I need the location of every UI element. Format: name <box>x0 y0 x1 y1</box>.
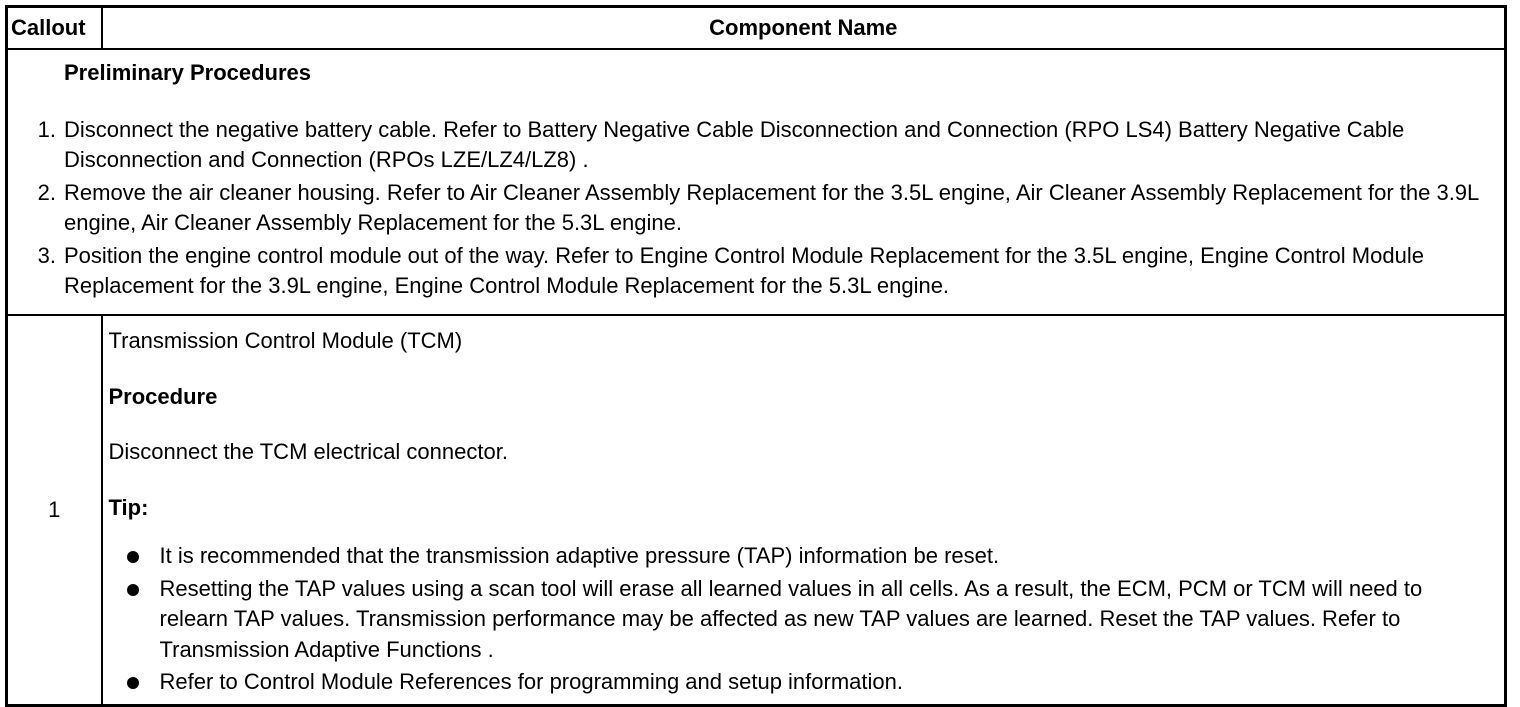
tip-item <box>127 667 1491 698</box>
callout-number: 1 <box>7 315 102 705</box>
tip-list <box>109 541 1491 698</box>
tip-label: Tip: <box>108 494 149 520</box>
preliminary-cell <box>7 49 1506 315</box>
step-number: 2. <box>37 179 56 205</box>
bullet-icon <box>127 677 139 689</box>
preliminary-step <box>22 178 1490 239</box>
preliminary-step <box>22 241 1490 302</box>
tip-text: It is recommended that the transmission adaptive pressure (TAP) information be reset. <box>159 543 1000 568</box>
procedure-table <box>5 5 1507 707</box>
preliminary-title: Preliminary Procedures <box>64 60 312 85</box>
tip-text: Refer to Control Module References for programming and setup information. <box>159 669 903 694</box>
component-row <box>7 315 1506 705</box>
component-content-cell <box>102 315 1506 705</box>
tip-item <box>127 574 1491 666</box>
tip-item <box>127 541 1491 572</box>
header-row <box>7 7 1506 50</box>
callout-column-header: Callout <box>7 7 102 50</box>
preliminary-row <box>7 49 1506 315</box>
component-name: Transmission Control Module (TCM) <box>108 328 463 353</box>
step-number: 3. <box>37 242 56 268</box>
step-text: Remove the air cleaner housing. Refer to Air Cleaner Assembly Replacement for the 3.5L engine, Air Cleaner Assembly Replacement for the 3.9L engine, Air Cleaner Assembly Replacement for the 5.3L engine. <box>64 179 1479 235</box>
step-number: 1. <box>37 116 56 142</box>
preliminary-step <box>22 115 1490 176</box>
preliminary-steps <box>22 115 1490 302</box>
step-text: Disconnect the negative battery cable. Refer to Battery Negative Cable Disconnection and Connection (RPO LS4) Battery Negative Cable Disconnection and Connection (RPOs LZE/LZ4/LZ8) . <box>64 116 1405 172</box>
bullet-icon <box>127 584 139 596</box>
procedure-label: Procedure <box>108 383 218 409</box>
procedure-text: Disconnect the TCM electrical connector. <box>108 439 508 464</box>
bullet-icon <box>127 551 139 563</box>
tip-text: Resetting the TAP values using a scan tool will erase all learned values in all cells. As a result, the ECM, PCM or TCM will need to relearn TAP values. Transmission performance may be affected as new TAP values are learned. Reset the TAP values. Refer to Transmission Adaptive Functions . <box>159 575 1423 662</box>
component-name-column-header: Component Name <box>102 7 1506 50</box>
step-text: Position the engine control module out of the way. Refer to Engine Control Module Replacement for the 3.5L engine, Engine Control Module Replacement for the 3.9L engine, Engine Control Module Replacement for the 5.3L engine. <box>64 242 1424 298</box>
